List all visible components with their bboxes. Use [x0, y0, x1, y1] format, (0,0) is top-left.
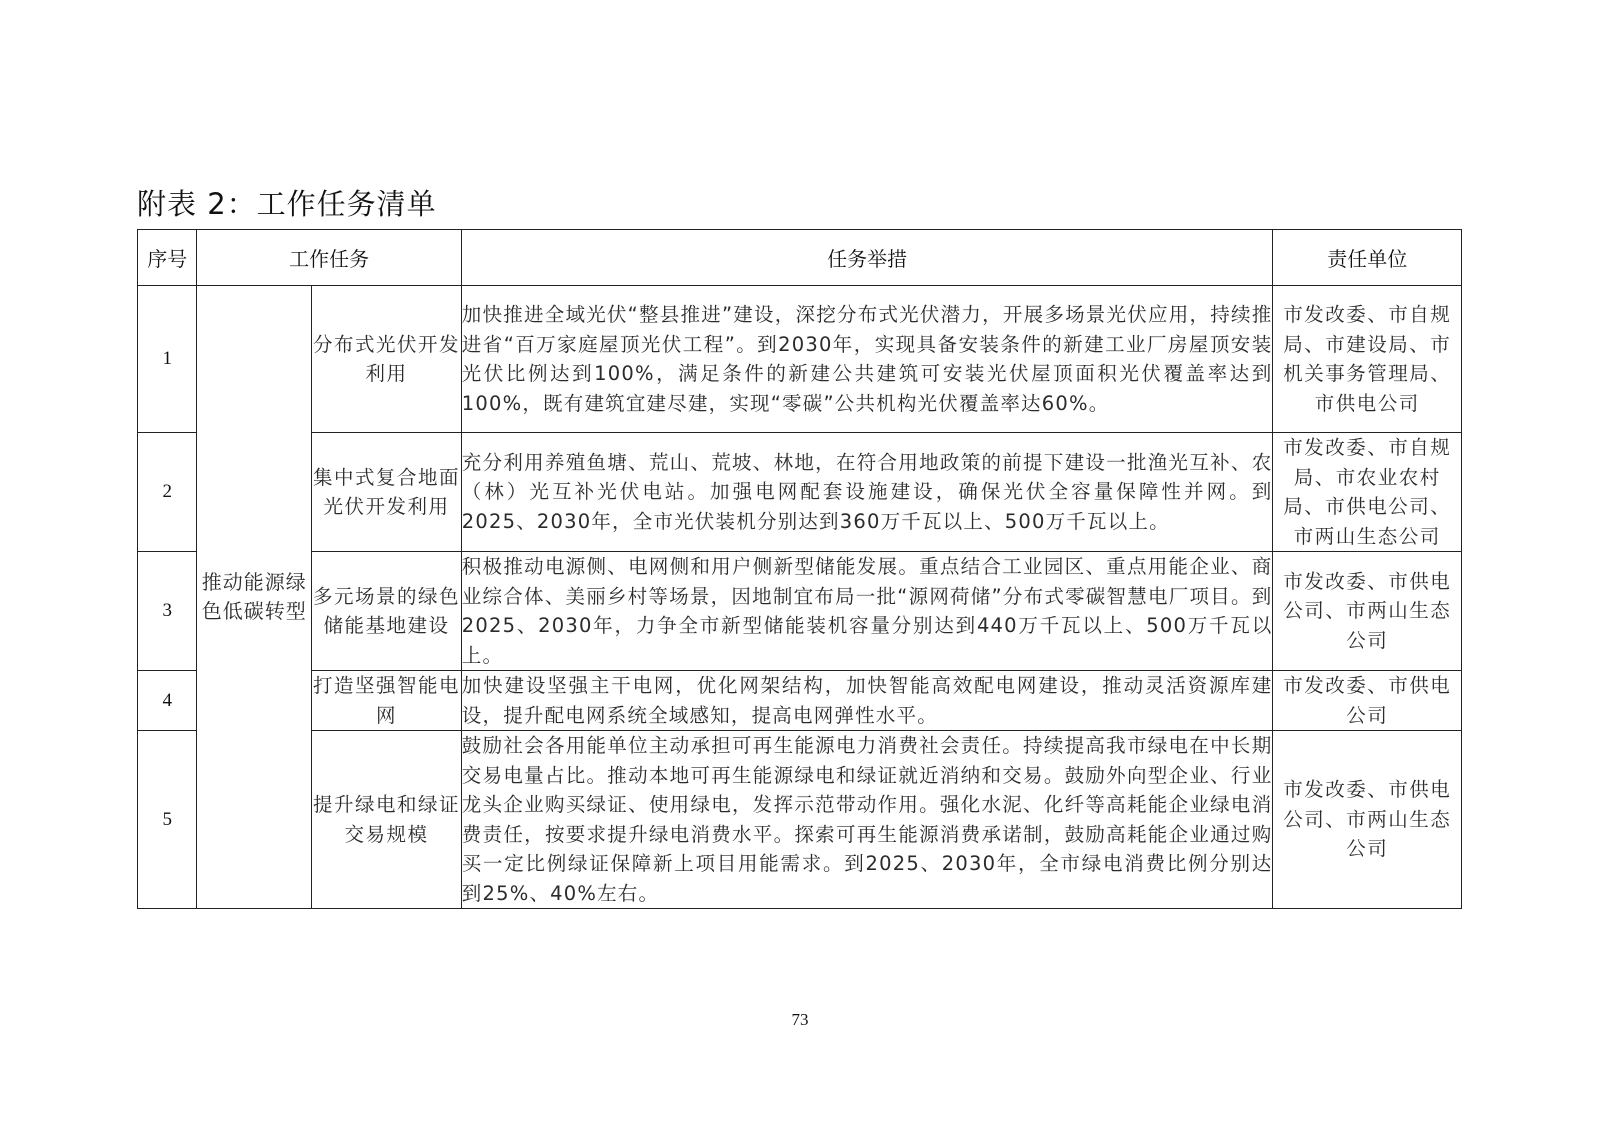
- row-measures: 加快推进全域光伏“整县推进”建设，深挖分布式光伏潜力，开展多场景光伏应用，持续推进省“百万家庭屋顶光伏工程”。到2030年，实现具备安装条件的新建工业厂房屋顶安装光伏比例达到100%，满足条件的新建公共建筑可安装光伏屋顶面积光伏覆盖率达到100%，既有建筑宜建尽建，实现“零碳”公共机构光伏覆盖率达60%。: [461, 286, 1273, 433]
- header-measures: 任务举措: [461, 230, 1273, 286]
- row-unit: 市发改委、市供电公司、市两山生态公司: [1273, 731, 1462, 909]
- task-category: 推动能源绿色低碳转型: [197, 286, 312, 909]
- row-measures: 鼓励社会各用能单位主动承担可再生能源电力消费社会责任。持续提高我市绿电在中长期交易电量占比。推动本地可再生能源绿电和绿证就近消纳和交易。鼓励外向型企业、行业龙头企业购买绿证、使用绿电，发挥示范带动作用。强化水泥、化纤等高耗能企业绿电消费责任，按要求提升绿电消费水平。探索可再生能源消费承诺制，鼓励高耗能企业通过购买一定比例绿证保障新上项目用能需求。到2025、2030年，全市绿电消费比例分别达到25%、40%左右。: [461, 731, 1273, 909]
- table-header-row: [138, 230, 1462, 286]
- table-row: [138, 552, 1462, 671]
- table-row: [138, 731, 1462, 909]
- row-task: 集中式复合地面光伏开发利用: [312, 433, 462, 552]
- header-unit: 责任单位: [1273, 230, 1462, 286]
- row-task: 提升绿电和绿证交易规模: [312, 731, 462, 909]
- row-task: 多元场景的绿色储能基地建设: [312, 552, 462, 671]
- row-seq: 4: [138, 671, 197, 731]
- row-task: 分布式光伏开发利用: [312, 286, 462, 433]
- row-task: 打造坚强智能电网: [312, 671, 462, 731]
- header-task: 工作任务: [197, 230, 461, 286]
- row-unit: 市发改委、市自规局、市农业农村局、市供电公司、市两山生态公司: [1273, 433, 1462, 552]
- header-seq: 序号: [138, 230, 197, 286]
- row-unit: 市发改委、市自规局、市建设局、市机关事务管理局、市供电公司: [1273, 286, 1462, 433]
- table-row: [138, 433, 1462, 552]
- row-measures: 加快建设坚强主干电网，优化网架结构，加快智能高效配电网建设，推动灵活资源库建设，提升配电网系统全域感知，提高电网弹性水平。: [461, 671, 1273, 731]
- row-unit: 市发改委、市供电公司: [1273, 671, 1462, 731]
- row-measures: 充分利用养殖鱼塘、荒山、荒坡、林地，在符合用地政策的前提下建设一批渔光互补、农（林）光互补光伏电站。加强电网配套设施建设，确保光伏全容量保障性并网。到2025、2030年，全市光伏装机分别达到360万千瓦以上、500万千瓦以上。: [461, 433, 1273, 552]
- page-title: 附表 2：工作任务清单: [137, 187, 437, 221]
- row-seq: 1: [138, 286, 197, 433]
- table-row: [138, 671, 1462, 731]
- row-measures: 积极推动电源侧、电网侧和用户侧新型储能发展。重点结合工业园区、重点用能企业、商业综合体、美丽乡村等场景，因地制宜布局一批“源网荷储”分布式零碳智慧电厂项目。到2025、2030年，力争全市新型储能装机容量分别达到440万千瓦以上、500万千瓦以上。: [461, 552, 1273, 671]
- table-row: [138, 286, 1462, 433]
- page-number: 73: [791, 1010, 809, 1029]
- row-seq: 5: [138, 731, 197, 909]
- row-seq: 3: [138, 552, 197, 671]
- row-unit: 市发改委、市供电公司、市两山生态公司: [1273, 552, 1462, 671]
- row-seq: 2: [138, 433, 197, 552]
- task-table: [137, 229, 1462, 909]
